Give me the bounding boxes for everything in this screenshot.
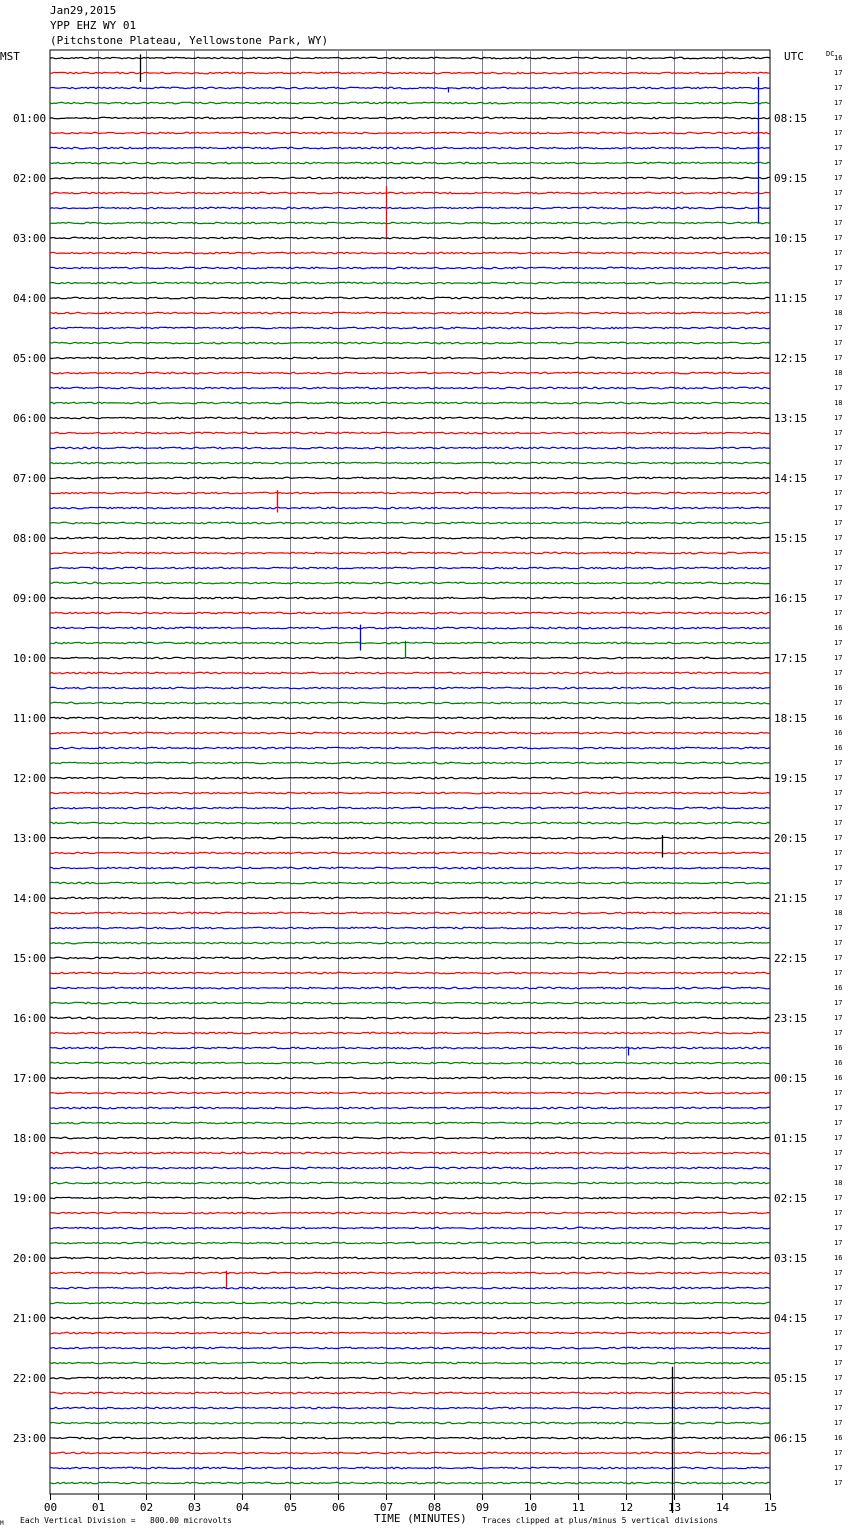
dc-offset-label: 17 xyxy=(834,1119,843,1127)
trace-line xyxy=(50,522,770,524)
x-tick-label: 06 xyxy=(331,1501,346,1514)
dc-offset-label: 17 xyxy=(834,519,843,527)
dc-offset-label: 17 xyxy=(834,939,843,947)
dc-offset-label: 17 xyxy=(834,219,843,227)
trace-line xyxy=(50,312,770,314)
x-tick-label: 08 xyxy=(427,1501,442,1514)
mst-hour-label: 19:00 xyxy=(13,1192,47,1205)
mst-hour-label: 04:00 xyxy=(13,292,47,305)
dc-offset-label: 17 xyxy=(834,864,843,872)
trace-line xyxy=(50,762,770,764)
x-tick-label: 02 xyxy=(139,1501,154,1514)
trace-line xyxy=(50,1242,770,1244)
trace-line xyxy=(50,1182,770,1184)
dc-offset-label: 17 xyxy=(834,279,843,287)
trace-line xyxy=(50,807,770,809)
dc-offset-label: 17 xyxy=(834,69,843,77)
mst-hour-label: 20:00 xyxy=(13,1252,47,1265)
mst-hour-label: 15:00 xyxy=(13,952,47,965)
dc-offset-label: 17 xyxy=(834,969,843,977)
dc-offset-label: 17 xyxy=(834,639,843,647)
trace-line xyxy=(50,1347,770,1349)
mst-hour-label: 05:00 xyxy=(13,352,47,365)
dc-offset-label: 17 xyxy=(834,1359,843,1367)
trace-line xyxy=(50,72,770,74)
trace-line xyxy=(50,402,770,404)
dc-offset-label: 17 xyxy=(834,759,843,767)
trace-line xyxy=(50,102,770,104)
trace-line xyxy=(50,342,770,344)
dc-offset-label: 17 xyxy=(834,1134,843,1142)
x-axis-title: TIME (MINUTES) xyxy=(374,1512,467,1525)
utc-hour-label: 08:15 xyxy=(774,112,808,125)
x-tick-label: 13 xyxy=(667,1501,682,1514)
clip-note: Traces clipped at plus/minus 5 vertical divisions xyxy=(482,1516,719,1525)
trace-line xyxy=(50,1467,770,1469)
mst-hour-label: 10:00 xyxy=(13,652,47,665)
trace-line xyxy=(50,297,770,299)
trace-line xyxy=(50,1482,770,1484)
trace-line xyxy=(50,177,770,179)
utc-hour-label: 14:15 xyxy=(774,472,808,485)
dc-offset-label: 17 xyxy=(834,1194,843,1202)
trace-line xyxy=(50,1287,770,1289)
utc-hour-label: 16:15 xyxy=(774,592,808,605)
trace-line xyxy=(50,1047,770,1049)
trace-line xyxy=(50,87,770,89)
dc-offset-label: 17 xyxy=(834,189,843,197)
dc-offset-label: 17 xyxy=(834,99,843,107)
trace-line xyxy=(50,687,770,689)
trace-line xyxy=(50,777,770,779)
dc-offset-label: 17 xyxy=(834,1344,843,1352)
dc-offset-label: 16 xyxy=(834,744,843,752)
utc-hour-label: 13:15 xyxy=(774,412,808,425)
dc-offset-label: 17 xyxy=(834,84,843,92)
trace-line xyxy=(50,147,770,149)
dc-offset-label: 17 xyxy=(834,249,843,257)
dc-offset-label: 17 xyxy=(834,234,843,242)
trace-line xyxy=(50,567,770,569)
dc-offset-label: 17 xyxy=(834,144,843,152)
trace-line xyxy=(50,1077,770,1079)
dc-offset-label: 17 xyxy=(834,1089,843,1097)
dc-offset-label: 17 xyxy=(834,1299,843,1307)
trace-line xyxy=(50,192,770,194)
dc-offset-label: 17 xyxy=(834,849,843,857)
mst-hour-label: 12:00 xyxy=(13,772,47,785)
trace-line xyxy=(50,657,770,659)
trace-line xyxy=(50,732,770,734)
trace-line xyxy=(50,117,770,119)
mst-hour-label: 03:00 xyxy=(13,232,47,245)
x-tick-label: 04 xyxy=(235,1501,250,1514)
dc-offset-label: 16 xyxy=(834,624,843,632)
trace-line xyxy=(50,252,770,254)
dc-offset-label: 16 xyxy=(834,1044,843,1052)
trace-line xyxy=(50,942,770,944)
utc-hour-label: 18:15 xyxy=(774,712,808,725)
utc-hour-label: 21:15 xyxy=(774,892,808,905)
trace-line xyxy=(50,867,770,869)
dc-offset-label: 17 xyxy=(834,654,843,662)
dc-offset-label: 17 xyxy=(834,204,843,212)
trace-line xyxy=(50,1212,770,1214)
dc-offset-label: 17 xyxy=(834,504,843,512)
dc-offset-label: 18 xyxy=(834,909,843,917)
dc-offset-label: 17 xyxy=(834,1284,843,1292)
dc-offset-label: 17 xyxy=(834,129,843,137)
dc-offset-label: 17 xyxy=(834,1209,843,1217)
dc-offset-label: 17 xyxy=(834,414,843,422)
dc-offset-label: 17 xyxy=(834,594,843,602)
dc-offset-label: 17 xyxy=(834,924,843,932)
trace-line xyxy=(50,792,770,794)
trace-line xyxy=(50,477,770,479)
trace-line xyxy=(50,597,770,599)
trace-line xyxy=(50,282,770,284)
dc-offset-label: 16 xyxy=(834,1254,843,1262)
utc-hour-label: 17:15 xyxy=(774,652,808,665)
utc-hour-label: 15:15 xyxy=(774,532,808,545)
trace-line xyxy=(50,537,770,539)
utc-hour-label: 22:15 xyxy=(774,952,808,965)
dc-offset-label: 17 xyxy=(834,774,843,782)
dc-offset-label: 17 xyxy=(834,474,843,482)
dc-offset-label: 16 xyxy=(834,54,843,62)
x-tick-label: 14 xyxy=(715,1501,730,1514)
utc-hour-label: 05:15 xyxy=(774,1372,808,1385)
dc-offset-label: 17 xyxy=(834,699,843,707)
dc-offset-label: 17 xyxy=(834,429,843,437)
dc-offset-label: 17 xyxy=(834,384,843,392)
trace-line xyxy=(50,642,770,644)
dc-offset-label: 17 xyxy=(834,114,843,122)
mst-hour-label: 22:00 xyxy=(13,1372,47,1385)
trace-line xyxy=(50,1122,770,1124)
dc-offset-label: 17 xyxy=(834,804,843,812)
utc-hour-label: 04:15 xyxy=(774,1312,808,1325)
trace-line xyxy=(50,957,770,959)
trace-line xyxy=(50,1437,770,1439)
dc-offset-label: 16 xyxy=(834,984,843,992)
dc-offset-label: 17 xyxy=(834,579,843,587)
dc-offset-label: 17 xyxy=(834,1374,843,1382)
dc-offset-label: 17 xyxy=(834,1419,843,1427)
dc-offset-label: 18 xyxy=(834,369,843,377)
dc-offset-label: 17 xyxy=(834,819,843,827)
trace-line xyxy=(50,162,770,164)
trace-line xyxy=(50,1227,770,1229)
utc-label: UTC xyxy=(784,50,804,63)
x-tick-label: 00 xyxy=(43,1501,58,1514)
utc-hour-label: 09:15 xyxy=(774,172,808,185)
dc-offset-label: 18 xyxy=(834,1179,843,1187)
dc-offset-label: 17 xyxy=(834,1029,843,1037)
dc-offset-label: 16 xyxy=(834,1074,843,1082)
dc-offset-label: 17 xyxy=(834,669,843,677)
trace-line xyxy=(50,897,770,899)
dc-offset-label: 17 xyxy=(834,549,843,557)
trace-line xyxy=(50,1107,770,1109)
dc-offset-label: 17 xyxy=(834,444,843,452)
dc-offset-label: 17 xyxy=(834,954,843,962)
trace-line xyxy=(50,492,770,494)
mst-hour-label: 13:00 xyxy=(13,832,47,845)
dc-offset-label: 16 xyxy=(834,1059,843,1067)
dc-offset-label: 17 xyxy=(834,1104,843,1112)
dc-offset-label: 17 xyxy=(834,834,843,842)
dc-offset-label: 18 xyxy=(834,309,843,317)
dc-offset-label: 16 xyxy=(834,729,843,737)
trace-line xyxy=(50,1392,770,1394)
utc-hour-label: 12:15 xyxy=(774,352,808,365)
traces xyxy=(50,57,770,1484)
trace-line xyxy=(50,882,770,884)
dc-offset-label: 17 xyxy=(834,174,843,182)
dc-offset-label: 17 xyxy=(834,999,843,1007)
x-tick-label: 05 xyxy=(283,1501,298,1514)
utc-hour-label: 01:15 xyxy=(774,1132,808,1145)
trace-line xyxy=(50,1152,770,1154)
trace-line xyxy=(50,672,770,674)
x-tick-label: 15 xyxy=(763,1501,778,1514)
trace-line xyxy=(50,1032,770,1034)
utc-hour-label: 10:15 xyxy=(774,232,808,245)
utc-hour-label: 19:15 xyxy=(774,772,808,785)
trace-line xyxy=(50,1197,770,1199)
mst-hour-label: 09:00 xyxy=(13,592,47,605)
dc-offset-label: 17 xyxy=(834,1164,843,1172)
trace-line xyxy=(50,357,770,359)
trace-line xyxy=(50,552,770,554)
mst-hour-label: 21:00 xyxy=(13,1312,47,1325)
dc-offset-label: 17 xyxy=(834,264,843,272)
mst-hour-label: 02:00 xyxy=(13,172,47,185)
station-location: (Pitchstone Plateau, Yellowstone Park, WY) xyxy=(50,34,329,47)
scale-prefix: Each Vertical Division = xyxy=(20,1516,136,1525)
trace-line xyxy=(50,387,770,389)
trace-line xyxy=(50,1272,770,1274)
trace-line xyxy=(50,462,770,464)
trace-line xyxy=(50,717,770,719)
dc-offset-label: 17 xyxy=(834,1014,843,1022)
dc-offset-label: 17 xyxy=(834,789,843,797)
dc-offset-label: 17 xyxy=(834,489,843,497)
record-date: Jan29,2015 xyxy=(50,4,117,17)
trace-line xyxy=(50,507,770,509)
scale-value: 800.00 microvolts xyxy=(150,1516,232,1525)
trace-line xyxy=(50,1257,770,1259)
x-tick-label: 12 xyxy=(619,1501,634,1514)
utc-hour-label: 20:15 xyxy=(774,832,808,845)
trace-line xyxy=(50,1137,770,1139)
dc-offset-label: 16 xyxy=(834,684,843,692)
trace-line xyxy=(50,1062,770,1064)
dc-offset-label: 17 xyxy=(834,459,843,467)
trace-line xyxy=(50,972,770,974)
x-tick-label: 10 xyxy=(523,1501,538,1514)
plot-frame xyxy=(50,50,770,1494)
events xyxy=(141,54,759,1513)
x-tick-label: 11 xyxy=(571,1501,586,1514)
x-tick-label: 01 xyxy=(91,1501,106,1514)
dc-offset-label: 17 xyxy=(834,1479,843,1487)
mst-hour-label: 23:00 xyxy=(13,1432,47,1445)
trace-line xyxy=(50,747,770,749)
dc-offset-label: 17 xyxy=(834,894,843,902)
trace-line xyxy=(50,1422,770,1424)
trace-line xyxy=(50,822,770,824)
mst-hour-label: 06:00 xyxy=(13,412,47,425)
labels xyxy=(0,50,842,1514)
dc-offset-label: 17 xyxy=(834,1404,843,1412)
trace-line xyxy=(50,267,770,269)
trace-line xyxy=(50,432,770,434)
trace-line xyxy=(50,582,770,584)
dc-offset-label: 17 xyxy=(834,324,843,332)
dc-offset-label: 17 xyxy=(834,1329,843,1337)
x-tick-label: 03 xyxy=(187,1501,202,1514)
trace-line xyxy=(50,447,770,449)
trace-line xyxy=(50,1167,770,1169)
dc-offset-label: 17 xyxy=(834,1314,843,1322)
trace-line xyxy=(50,987,770,989)
trace-line xyxy=(50,327,770,329)
utc-hour-label: 23:15 xyxy=(774,1012,808,1025)
trace-line xyxy=(50,927,770,929)
mst-hour-label: 01:00 xyxy=(13,112,47,125)
mst-hour-label: 16:00 xyxy=(13,1012,47,1025)
mst-hour-label: 07:00 xyxy=(13,472,47,485)
utc-hour-label: 00:15 xyxy=(774,1072,808,1085)
dc-offset-label: 17 xyxy=(834,159,843,167)
dc-offset-label: 17 xyxy=(834,1239,843,1247)
trace-line xyxy=(50,372,770,374)
dc-offset-label: 17 xyxy=(834,609,843,617)
mst-label: MST xyxy=(0,50,20,63)
station-code: YPP EHZ WY 01 xyxy=(50,19,137,32)
trace-line xyxy=(50,612,770,614)
dc-offset-label: 17 xyxy=(834,354,843,362)
mst-hour-label: 18:00 xyxy=(13,1132,47,1145)
trace-line xyxy=(50,1302,770,1304)
x-tick-label: 07 xyxy=(379,1501,394,1514)
trace-line xyxy=(50,627,770,629)
trace-line xyxy=(50,207,770,209)
trace-line xyxy=(50,912,770,914)
utc-hour-label: 02:15 xyxy=(774,1192,808,1205)
dc-offset-label: 16 xyxy=(834,1434,843,1442)
trace-line xyxy=(50,1452,770,1454)
trace-line xyxy=(50,1332,770,1334)
trace-line xyxy=(50,222,770,224)
dc-offset-label: 17 xyxy=(834,1149,843,1157)
dc-offset-label: 17 xyxy=(834,1464,843,1472)
utc-hour-label: 06:15 xyxy=(774,1432,808,1445)
dc-offset-label: 17 xyxy=(834,879,843,887)
trace-line xyxy=(50,1362,770,1364)
utc-hour-label: 03:15 xyxy=(774,1252,808,1265)
trace-line xyxy=(50,1002,770,1004)
trace-line xyxy=(50,1407,770,1409)
trace-line xyxy=(50,57,770,59)
dc-offset-label: 17 xyxy=(834,534,843,542)
mst-hour-label: 17:00 xyxy=(13,1072,47,1085)
trace-line xyxy=(50,1377,770,1379)
x-tick-label: 09 xyxy=(475,1501,490,1514)
dc-offset-label: 17 xyxy=(834,1224,843,1232)
corner-mark: M xyxy=(0,1520,4,1527)
dc-offset-label: 18 xyxy=(834,399,843,407)
mst-hour-label: 14:00 xyxy=(13,892,47,905)
dc-offset-label: 16 xyxy=(834,714,843,722)
dc-offset-label: 17 xyxy=(834,339,843,347)
dc-offset-label: 17 xyxy=(834,1269,843,1277)
trace-line xyxy=(50,132,770,134)
dc-offset-label: 17 xyxy=(834,294,843,302)
trace-line xyxy=(50,417,770,419)
trace-line xyxy=(50,1092,770,1094)
dc-label: DC xyxy=(826,50,835,58)
dc-offset-label: 17 xyxy=(834,1389,843,1397)
trace-line xyxy=(50,1017,770,1019)
mst-hour-label: 11:00 xyxy=(13,712,47,725)
trace-line xyxy=(50,702,770,704)
trace-line xyxy=(50,237,770,239)
mst-hour-label: 08:00 xyxy=(13,532,47,545)
dc-offset-label: 17 xyxy=(834,1449,843,1457)
dc-offset-label: 17 xyxy=(834,564,843,572)
trace-line xyxy=(50,1317,770,1319)
utc-hour-label: 11:15 xyxy=(774,292,808,305)
